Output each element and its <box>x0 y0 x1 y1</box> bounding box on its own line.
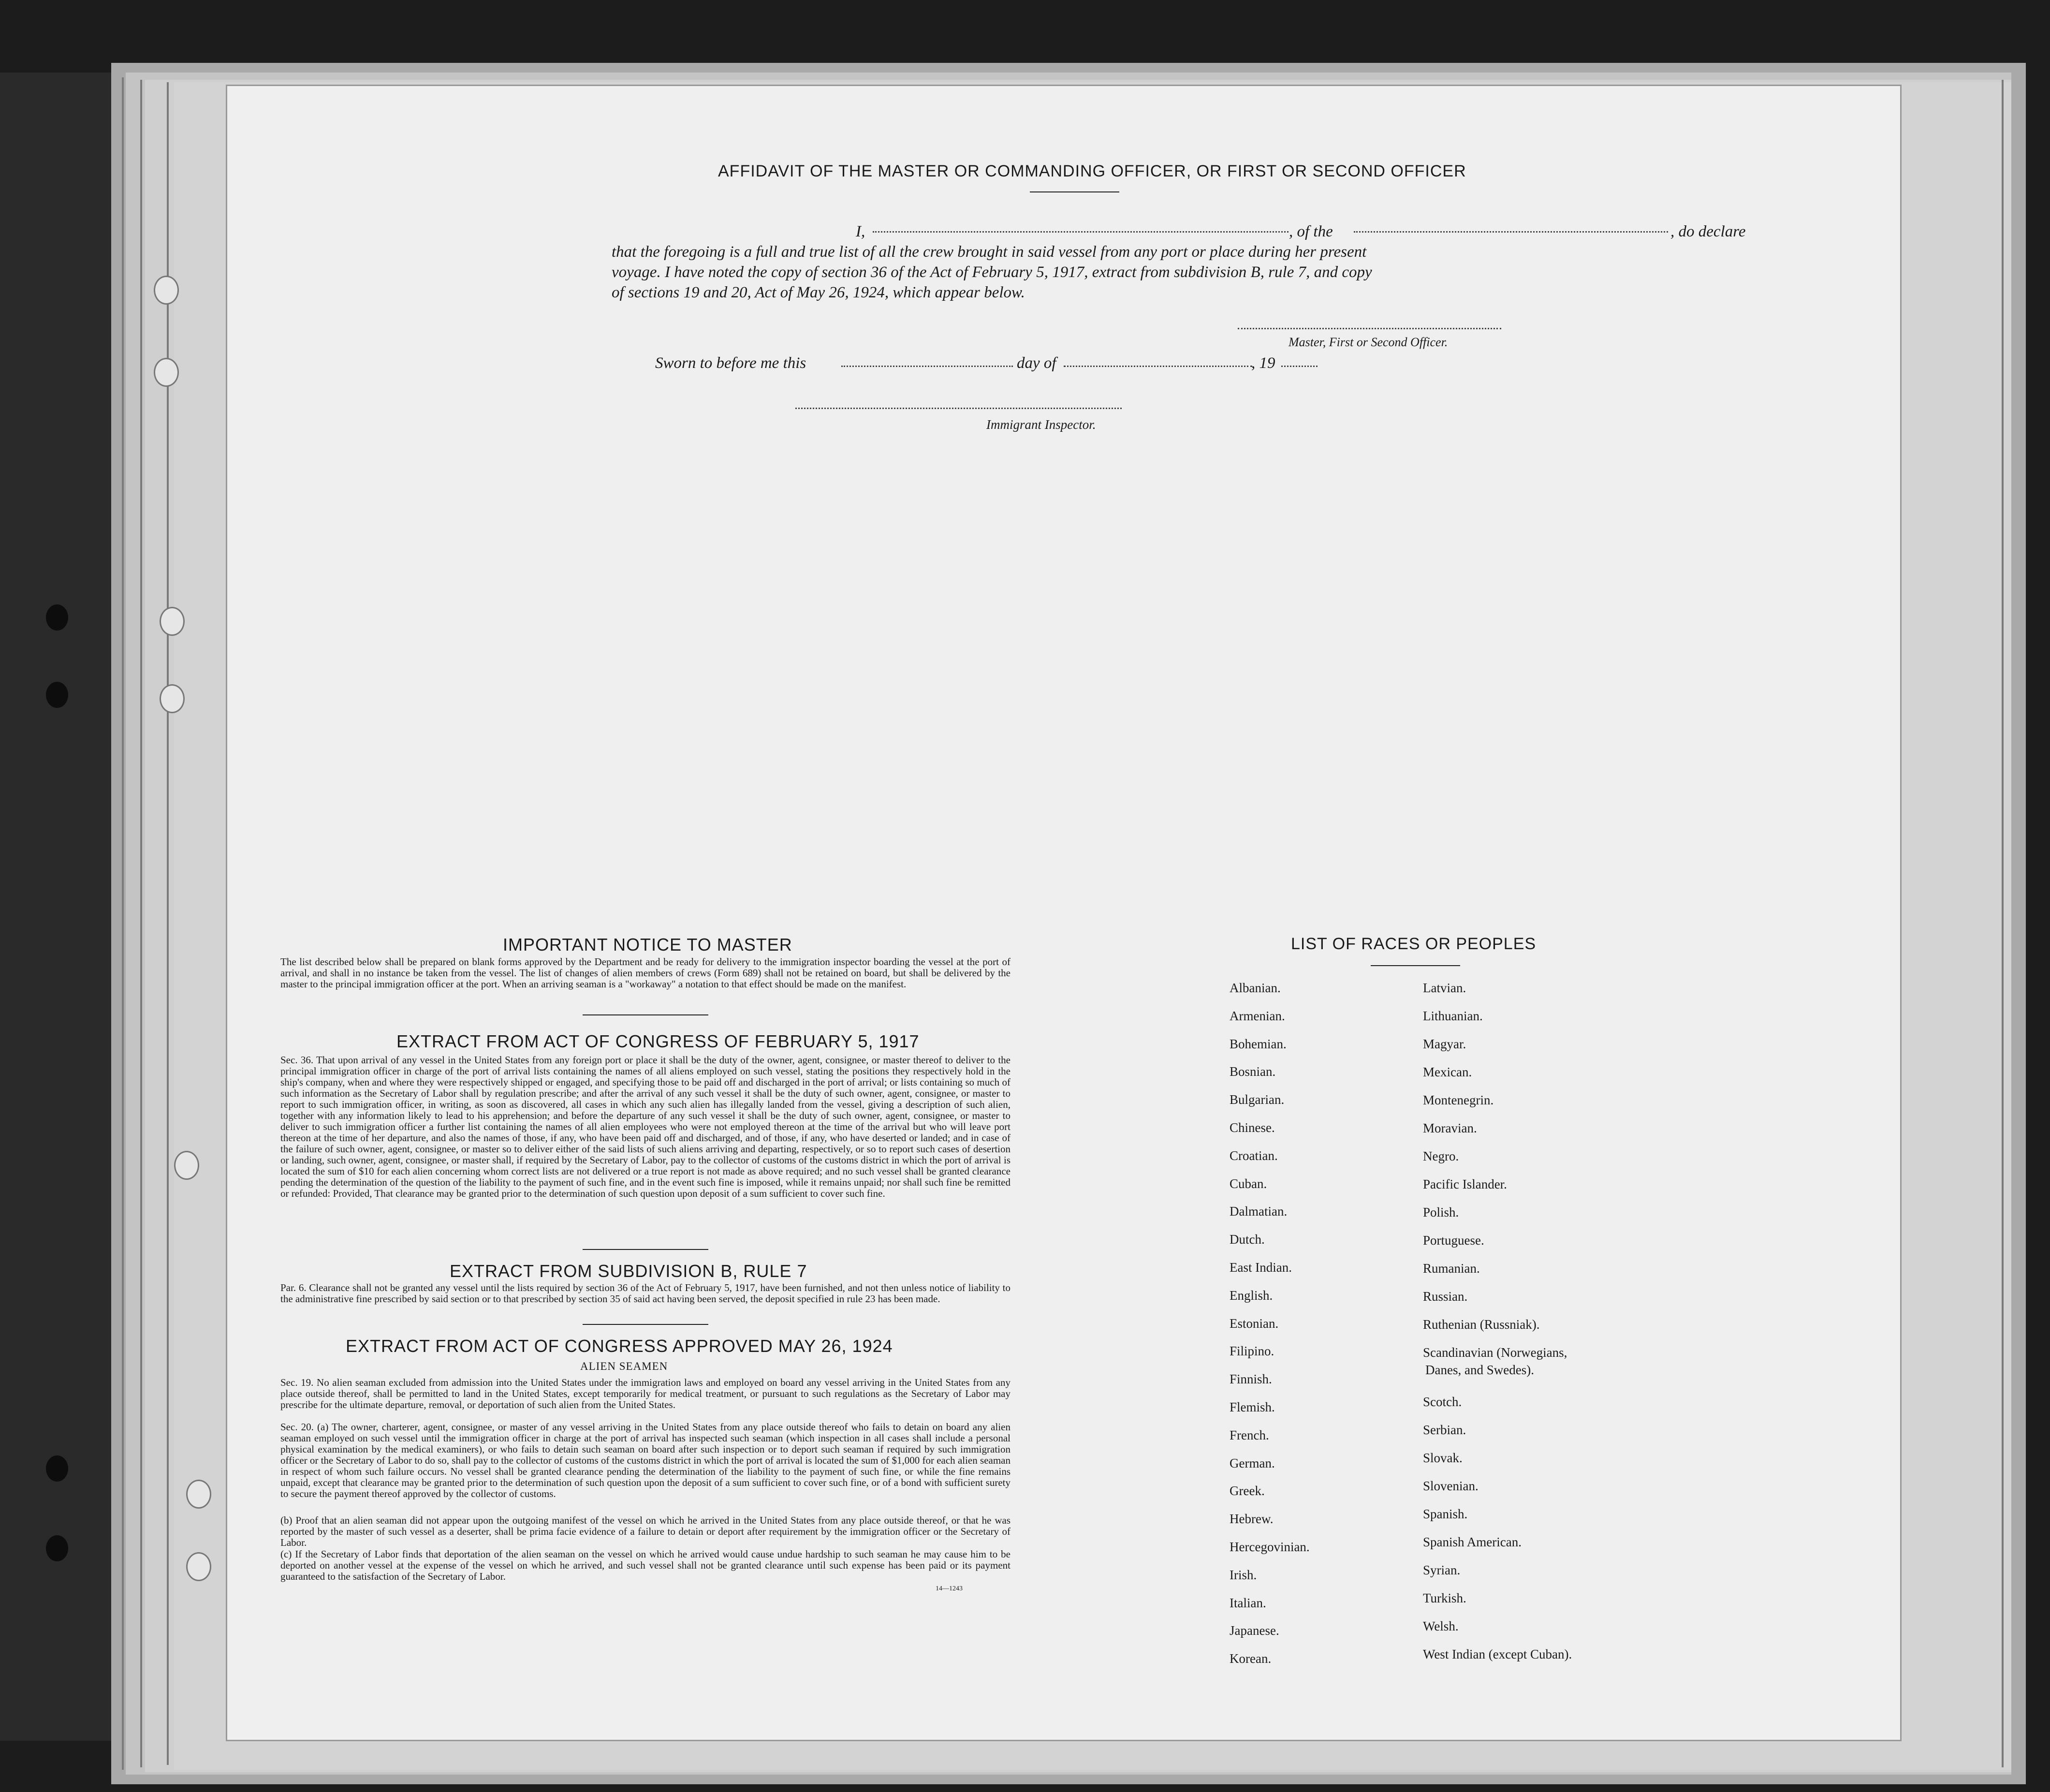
race-item: Hebrew. <box>1230 1512 1274 1527</box>
race-item: Irish. <box>1230 1567 1257 1582</box>
race-item: Armenian. <box>1230 1008 1285 1023</box>
subdivision-title: EXTRACT FROM SUBDIVISION B, RULE 7 <box>450 1261 807 1281</box>
divider <box>583 1324 708 1325</box>
race-item: Dutch. <box>1230 1232 1265 1247</box>
race-item: Ruthenian (Russniak). <box>1423 1317 1540 1332</box>
race-item: Japanese. <box>1230 1623 1279 1638</box>
affidavit-line2: that the foregoing is a full and true list of all the crew brought in said vessel from any port or place during her present <box>612 243 1367 261</box>
race-item: Croatian. <box>1230 1148 1278 1163</box>
races-title: LIST OF RACES OR PEOPLES <box>1291 935 1537 953</box>
punch-hole <box>154 358 179 387</box>
extract-1917-text: Sec. 36. That upon arrival of any vessel in the United States from any foreign port or place it shall be the duty of the owner, agent, consignee, or master thereof to deliver to the principal immigration officer in charge of the port of arrival lists containing the names of all aliens employed on such vessel, stating the positions they respectively hold in the ship's company, when and where they were respectively shipped or engaged, and specifying those to be paid off and discharged in the port of arrival; or lists containing so much of such information as the Secretary of Labor shall by regulation prescribe; and after the arrival of any such vessel it shall be the duty of such owner, agent, consignee, or master to report to such immigration officer, in writing, as soon as discovered, all cases in which any such alien has illegally landed from the vessel, giving a description of such alien, together with any information likely to lead to his apprehension; and before the departure of any such vessel it shall be the duty of such owner, agent, consignee, or master to deliver to such immigration officer a further list containing the names of all alien employees who were not employed thereon at the time of the arrival but who will leave port thereon at the time of her departure, and also the names of those, if any, who have been paid off and discharged, and of those, if any, who have deserted or landed; and in case of the failure of such owner, agent, consignee, or master so to deliver either of the said lists of such aliens arriving and departing, respectively, or so to report such cases of desertion or landing, such owner, agent, consignee, or master shall, if required by the Secretary of Labor, pay to the collector of customs of the customs district in which the port of arrival is located the sum of $10 for each alien concerning whom correct lists are not delivered or a true report is not made as above required; and no such vessel shall be granted clearance pending the determination of the question of the liability to the payment of such fine, and in the event such fine is imposed, while it remains unpaid; nor shall such fine be remitted or refunded: Provided, That clearance may be granted prior to the determination of such question upon deposit of a sum sufficient to cover such fine. <box>280 1054 1010 1199</box>
race-item: Pacific Islander. <box>1423 1177 1507 1191</box>
affidavit-of-the: , of the <box>1289 223 1333 240</box>
race-item: Portuguese. <box>1423 1233 1484 1248</box>
affidavit-declare: , do declare <box>1670 223 1746 240</box>
punch-hole <box>46 1535 68 1561</box>
race-item: Negro. <box>1423 1149 1459 1163</box>
punch-hole <box>174 1151 199 1180</box>
binder-strip <box>0 73 111 1741</box>
divider <box>583 1014 708 1015</box>
punch-hole <box>46 1455 68 1482</box>
race-item: Russian. <box>1423 1289 1468 1304</box>
race-item: Spanish American. <box>1423 1535 1522 1549</box>
race-item: Lithuanian. <box>1423 1009 1483 1023</box>
race-item: Serbian. <box>1423 1423 1466 1437</box>
divider <box>1371 965 1460 966</box>
section-20b-text: (b) Proof that an alien seaman did not appear upon the outgoing manifest of the vessel on which he arrived in the United States from any place outside thereof, or that he was reported by the master of such vessel as a deserter, shall be prima facie evidence of a failure to detain or deport after requirement by the immigration officer or the Secretary of Labor. <box>280 1514 1010 1548</box>
punch-hole <box>186 1552 211 1581</box>
sheet-edge <box>167 82 169 1765</box>
race-item: Scotch. <box>1423 1395 1462 1409</box>
punch-hole <box>186 1480 211 1509</box>
race-item: Turkish. <box>1423 1591 1466 1605</box>
race-item: Estonian. <box>1230 1316 1279 1331</box>
race-item: Danes, and Swedes). <box>1425 1363 1534 1377</box>
race-item: German. <box>1230 1455 1275 1470</box>
race-item: Moravian. <box>1423 1121 1477 1135</box>
sheet-edge <box>2002 80 2004 1767</box>
affidavit-line4: of sections 19 and 20, Act of May 26, 1924, which appear below. <box>612 284 1025 301</box>
section-19-text: Sec. 19. No alien seaman excluded from admission into the United States under the immigration laws and employed on board any vessel arriving in the United States from any place outside thereof, shall be permitted to land in the United States, except temporarily for medical treatment, or pursuant to such regulations as the Secretary of Labor may prescribe for the ultimate departure, removal, or deportation of such alien from the United States. <box>280 1377 1010 1410</box>
race-item: Rumanian. <box>1423 1261 1480 1276</box>
affidavit-i: I, <box>856 223 865 240</box>
race-item: Filipino. <box>1230 1344 1274 1359</box>
day-of-text: day of <box>1017 354 1056 372</box>
divider <box>1030 191 1119 192</box>
race-item: Finnish. <box>1230 1372 1272 1387</box>
race-item: Mexican. <box>1423 1065 1472 1079</box>
day-blank <box>841 351 1013 367</box>
notice-text: The list described below shall be prepared on blank forms approved by the Department and be ready for delivery to the immigration inspector boarding the vessel at the port of arrival, and shall in no instance be taken from the vessel. The list of changes of alien members of crews (Form 689) shall not be retained on board, but shall be delivered by the master to the principal immigration officer at the port. When an arriving seaman is a "workaway" a notation to that effect should be made on the manifest. <box>280 956 1010 990</box>
race-item: Montenegrin. <box>1423 1093 1494 1107</box>
race-item: Chinese. <box>1230 1120 1275 1135</box>
punch-hole <box>154 276 179 305</box>
race-item: East Indian. <box>1230 1260 1292 1275</box>
divider <box>583 1249 708 1250</box>
race-item: Latvian. <box>1423 981 1466 995</box>
vessel-blank <box>1354 217 1668 233</box>
form-number: 14—1243 <box>936 1585 963 1592</box>
race-item: Italian. <box>1230 1595 1266 1610</box>
race-item: English. <box>1230 1288 1273 1303</box>
sheet-edge <box>140 80 142 1767</box>
signature-line <box>1238 323 1501 329</box>
subdivision-text: Par. 6. Clearance shall not be granted any vessel until the lists required by section 36 of the Act of February 5, 1917, have been furnished, and not then unless notice of liability to the administrative fine prescribed by said section or to that prescribed by section 35 of said act having been served, the deposit specified in rule 23 has been made. <box>280 1282 1010 1305</box>
extract-1917-title: EXTRACT FROM ACT OF CONGRESS OF FEBRUARY 5, 1917 <box>396 1031 920 1051</box>
inspector-caption: Immigrant Inspector. <box>986 417 1096 432</box>
race-item: Albanian. <box>1230 981 1281 995</box>
race-item: Slovenian. <box>1423 1479 1479 1493</box>
sheet-edge <box>122 77 124 1770</box>
race-item: Syrian. <box>1423 1563 1461 1577</box>
inspector-signature-line <box>795 403 1122 409</box>
race-item: Greek. <box>1230 1484 1265 1498</box>
race-item: Bohemian. <box>1230 1036 1287 1051</box>
notice-title: IMPORTANT NOTICE TO MASTER <box>503 935 792 955</box>
affidavit-title: AFFIDAVIT OF THE MASTER OR COMMANDING OFFICER, OR FIRST OR SECOND OFFICER <box>718 162 1466 180</box>
race-item: Spanish. <box>1423 1507 1468 1521</box>
race-item: Hercegovinian. <box>1230 1540 1310 1554</box>
race-item: Slovak. <box>1423 1451 1463 1465</box>
race-item: Polish. <box>1423 1205 1459 1219</box>
section-20c-text: (c) If the Secretary of Labor finds that deportation of the alien seaman on the vessel on which he arrived would cause undue hardship to such seaman he may cause him to be deported on another vessel at the expense of the vessel on which he arrived, and such vessel shall not be granted clearance until such expense has been paid or its payment guaranteed to the satisfaction of the Secretary of Labor. <box>280 1548 1010 1582</box>
year-blank <box>1281 351 1318 367</box>
affidavit-line3: voyage. I have noted the copy of section 36 of the Act of February 5, 1917, extract from subdivision B, rule 7, and copy <box>612 264 1372 281</box>
race-item: Bulgarian. <box>1230 1092 1285 1107</box>
race-item: Dalmatian. <box>1230 1204 1288 1219</box>
race-item: West Indian (except Cuban). <box>1423 1647 1572 1661</box>
document-page <box>227 86 1900 1740</box>
race-item: French. <box>1230 1427 1269 1442</box>
race-item: Cuban. <box>1230 1176 1267 1191</box>
race-item: Magyar. <box>1423 1037 1466 1051</box>
race-item: Welsh. <box>1423 1619 1459 1633</box>
race-item: Flemish. <box>1230 1400 1275 1414</box>
name-blank <box>873 217 1289 233</box>
extract-1924-title: EXTRACT FROM ACT OF CONGRESS APPROVED MAY 26, 1924 <box>346 1336 893 1356</box>
master-caption: Master, First or Second Officer. <box>1289 335 1448 349</box>
sworn-text: Sworn to before me this <box>655 354 806 372</box>
race-item: Korean. <box>1230 1651 1272 1666</box>
punch-hole <box>160 684 185 713</box>
race-item: Scandinavian (Norwegians, <box>1423 1345 1567 1360</box>
punch-hole <box>46 682 68 708</box>
race-item: Bosnian. <box>1230 1064 1276 1079</box>
punch-hole <box>160 607 185 636</box>
month-blank <box>1064 351 1252 367</box>
alien-seamen-subtitle: ALIEN SEAMEN <box>580 1360 668 1372</box>
punch-hole <box>46 604 68 631</box>
year-prefix: , 19 <box>1251 354 1275 372</box>
section-20a-text: Sec. 20. (a) The owner, charterer, agent, consignee, or master of any vessel arriving in the United States from any place outside thereof who fails to detain on board any alien seaman employed on such vessel until the immigration officer in charge at the port of arrival has inspected such seaman (which inspection in all cases shall include a personal physical examination by the medical examiners), or who fails to detain such seaman on board after such inspection or to deport such seaman if required by such immigration officer or the Secretary of Labor to do so, shall pay to the collector of customs of the customs district in which the port of arrival is located the sum of $1,000 for each alien seaman in respect of whom such failure occurs. No vessel shall be granted clearance pending the determination of the liability to the payment of such fine, or while the fine remains unpaid, except that clearance may be granted prior to the determination of such question upon the deposit of a sum sufficient to cover such fine, or of a bond with sufficient surety to secure the payment thereof approved by the collector of customs. <box>280 1421 1010 1499</box>
